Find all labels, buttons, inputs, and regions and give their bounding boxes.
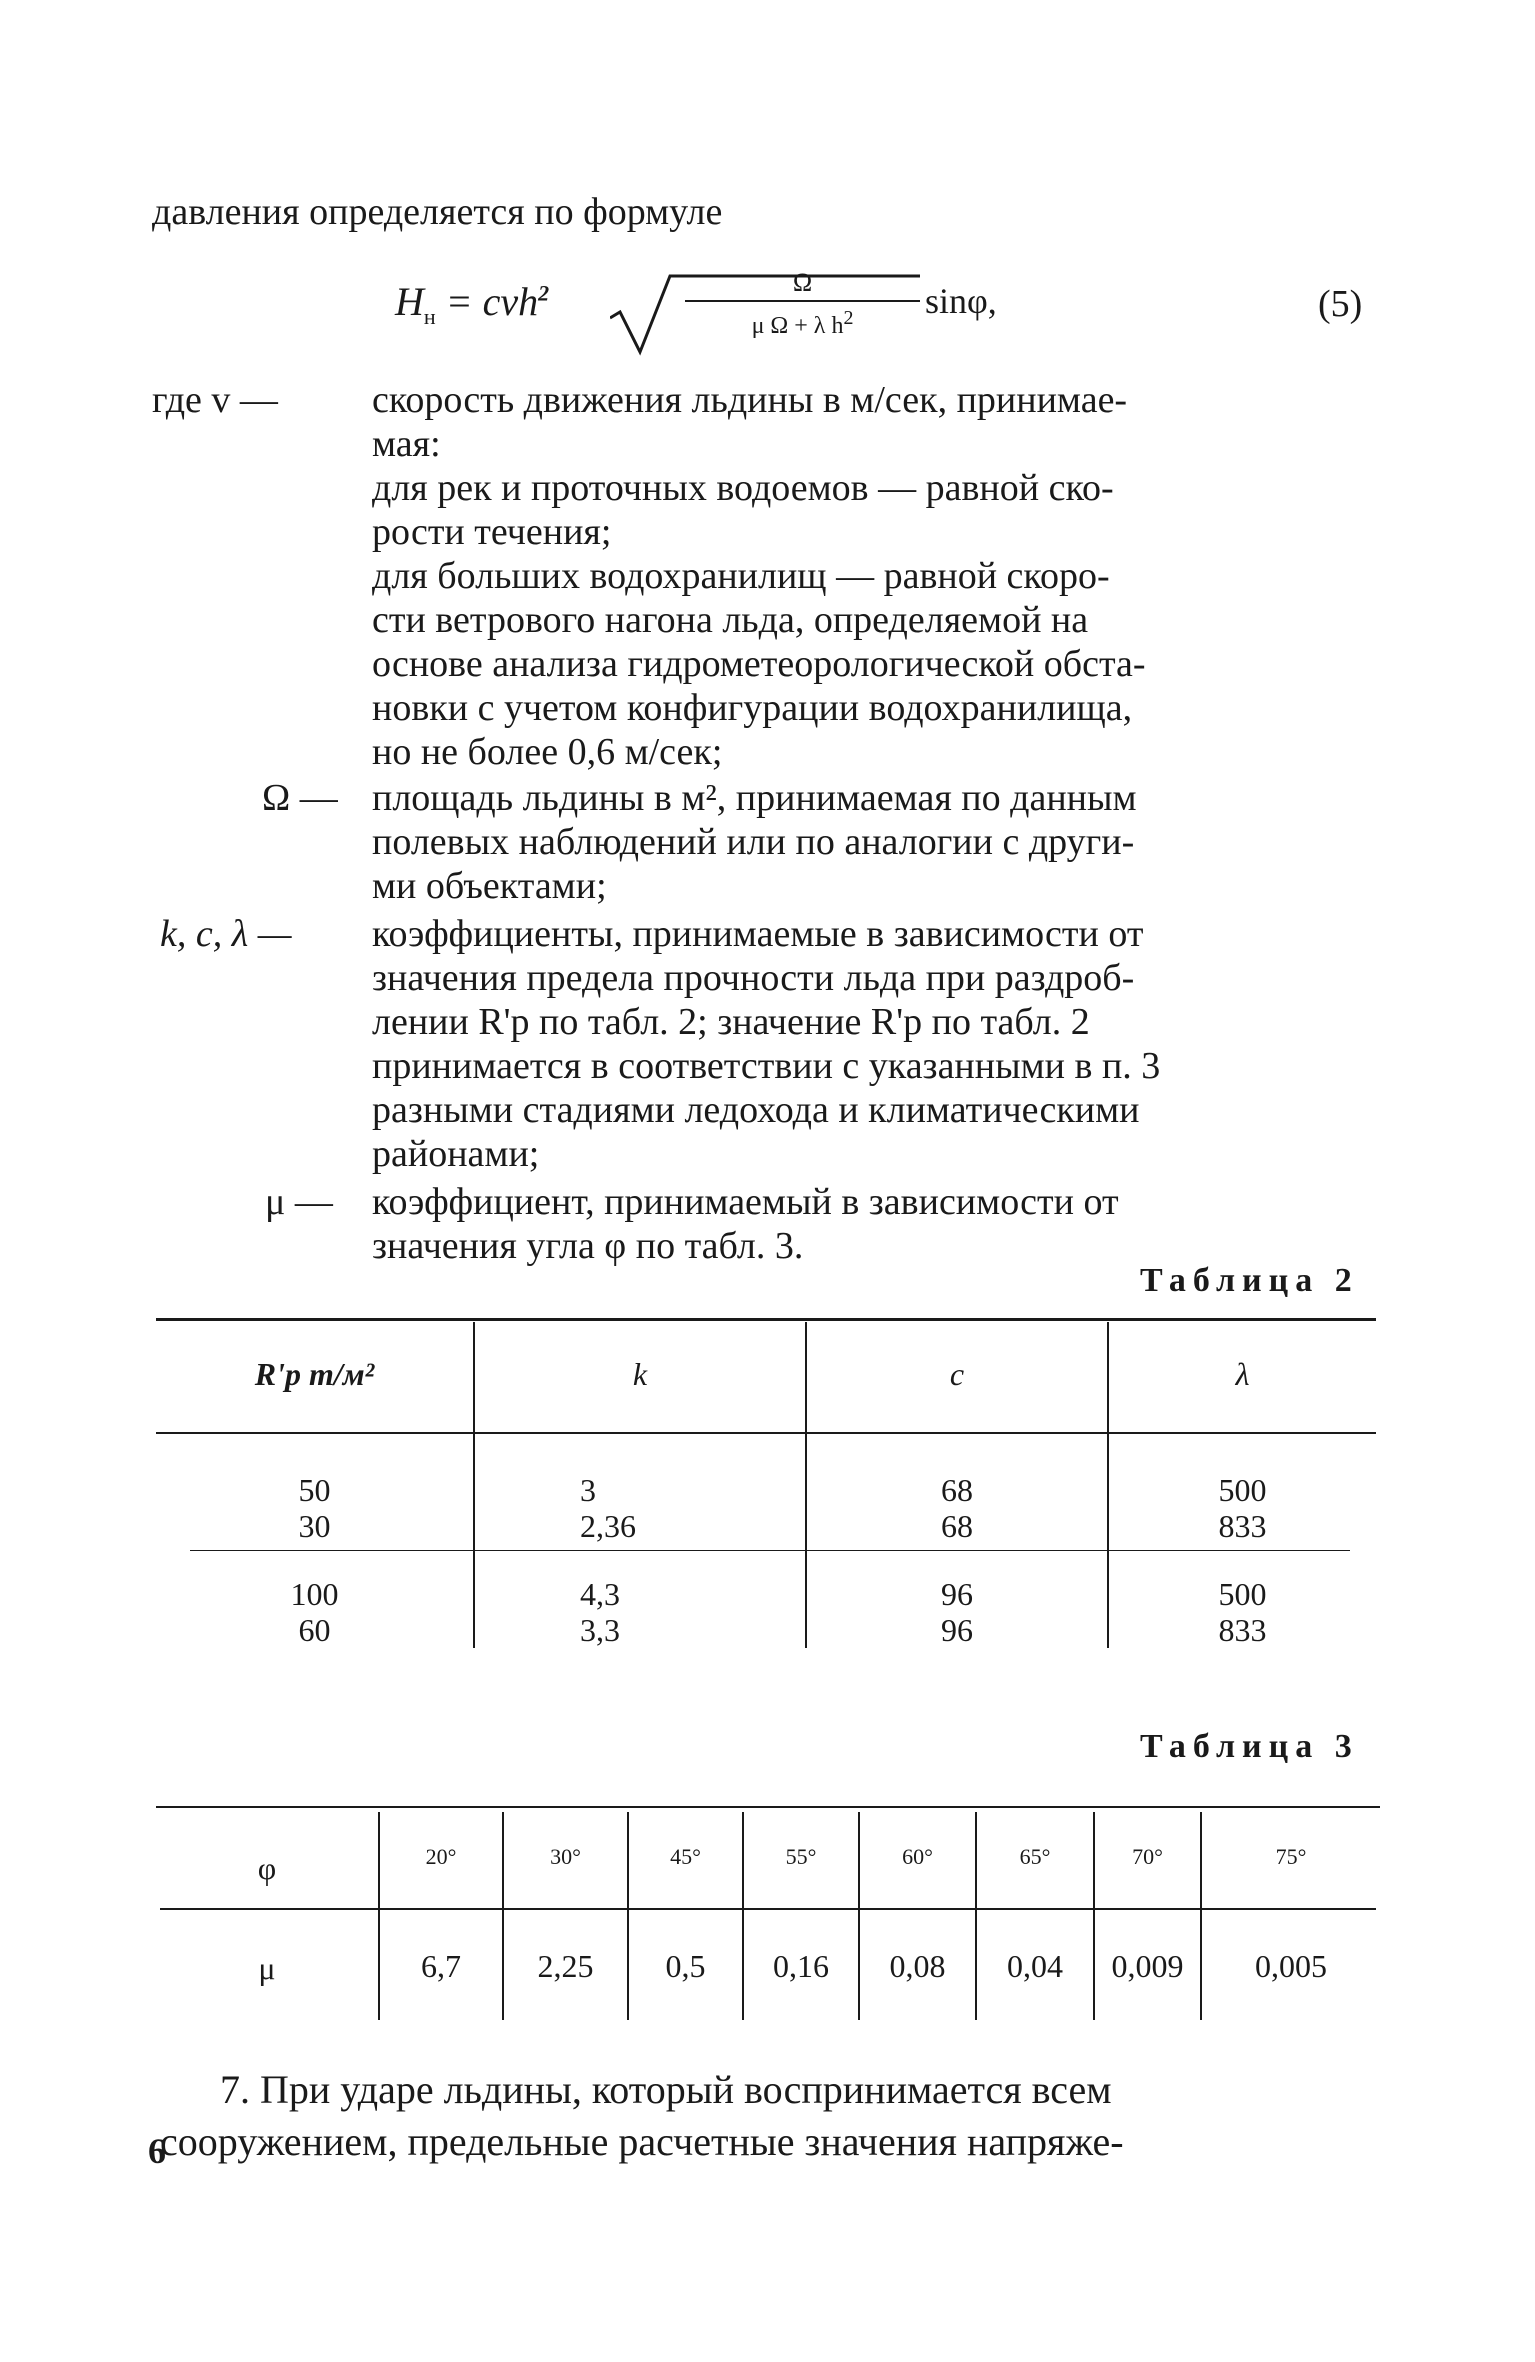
paragraph-line: сооружением, предельные расчетные значения напряже- — [160, 2119, 1124, 2164]
table3-angle: 30° — [550, 1844, 581, 1869]
definition-line: для рек и проточных водоемов — равной ско- — [372, 467, 1114, 509]
formula-den-text: μ Ω + λ h — [751, 313, 844, 339]
table-cell: 50 — [298, 1472, 331, 1508]
definition-mu — [372, 1180, 1377, 1268]
definition-line: ми объектами; — [372, 865, 607, 907]
formula-fraction — [685, 268, 920, 340]
table-cell: 833 — [1218, 1612, 1267, 1648]
formula-eq: = cvh — [435, 279, 539, 324]
definition-line: сти ветрового нагона льда, определяемой на — [372, 599, 1089, 641]
paragraph-7 — [160, 2064, 1380, 2168]
table3-angle: 65° — [1019, 1844, 1051, 1869]
table3-angle: 60° — [902, 1844, 933, 1869]
table3-angle: 45° — [670, 1844, 701, 1869]
table3-value: 0,5 — [665, 1948, 706, 1984]
table3-value: 0,009 — [1111, 1948, 1184, 1984]
table-cell: 500 — [1218, 1576, 1267, 1612]
fraction-bar — [685, 300, 920, 302]
table-cell: 68 — [941, 1472, 973, 1508]
table2-header-c: c — [949, 1356, 965, 1392]
page-number: 6 — [148, 2131, 166, 2171]
table-cell: 4,3 — [580, 1576, 620, 1612]
formula-h-subscript: н — [423, 304, 436, 329]
equation-number: (5) — [1318, 283, 1363, 325]
table2-header-lambda: λ — [1235, 1356, 1250, 1392]
formula-denominator — [685, 304, 920, 340]
table-cell: 2,36 — [580, 1508, 636, 1544]
table2-caption: Таблица 2 — [1140, 1262, 1359, 1299]
table2-header-r: R'р т/м² — [254, 1356, 375, 1392]
table-cell: 96 — [941, 1576, 973, 1612]
definition-line: значения предела прочности льда при раздроб- — [372, 957, 1135, 999]
paragraph-line: 7. При ударе льдины, который воспринимается всем — [220, 2067, 1112, 2112]
table3-value: 0,08 — [889, 1948, 946, 1984]
term-kcl: k, c, λ — — [160, 913, 292, 955]
definition-line: основе анализа гидрометеорологической обста- — [372, 643, 1146, 685]
formula-h-sup: 2 — [538, 280, 550, 306]
definition-line: скорость движения льдины в м/сек, принимае- — [372, 379, 1128, 421]
definition-line: значения угла φ по табл. 3. — [372, 1225, 804, 1267]
formula-sin: sinφ, — [925, 281, 997, 321]
table-cell: 60 — [298, 1612, 331, 1648]
table-rule — [156, 1432, 1376, 1434]
formula-h: H — [395, 279, 424, 324]
table-cell: 68 — [941, 1508, 973, 1544]
definition-line: но не более 0,6 м/сек; — [372, 731, 723, 773]
table-cell: 100 — [290, 1576, 339, 1612]
definition-line: принимается в соответствии с указанными в п. 3 — [372, 1045, 1161, 1087]
table3-value: 0,005 — [1255, 1948, 1327, 1984]
definition-line: коэффициент, принимаемый в зависимости от — [372, 1181, 1119, 1223]
table-cell: 96 — [941, 1612, 973, 1648]
table-rule — [160, 1908, 1376, 1910]
table-cell: 833 — [1218, 1508, 1267, 1544]
definition-line: площадь льдины в м², принимаемая по данным — [372, 777, 1137, 819]
definition-line: коэффициенты, принимаемые в зависимости от — [372, 913, 1144, 955]
definition-line: полевых наблюдений или по аналогии с други- — [372, 821, 1135, 863]
table-cell: 30 — [298, 1508, 331, 1544]
table3-angle: 55° — [785, 1844, 817, 1869]
definition-omega — [372, 776, 1377, 908]
table3-caption: Таблица 3 — [1140, 1728, 1359, 1765]
table3-label-angle: φ — [257, 1850, 277, 1886]
table3-value: 2,25 — [537, 1948, 594, 1984]
definition-line: районами; — [372, 1133, 540, 1175]
table3-angle: 75° — [1275, 1844, 1307, 1869]
formula-lhs — [395, 278, 549, 330]
definition-line: мая: — [372, 423, 441, 465]
table3-value: 0,04 — [1007, 1948, 1063, 1984]
term-mu: μ — — [265, 1181, 333, 1223]
table2-header-k: k — [632, 1356, 648, 1392]
table-cell: 3,3 — [580, 1612, 620, 1648]
table-rule — [190, 1550, 1350, 1551]
definition-line: новки с учетом конфигурации водохранилища, — [372, 687, 1133, 729]
definition-line: рости течения; — [372, 511, 612, 553]
table3-value: 6,7 — [421, 1948, 461, 1984]
formula-den-sup: 2 — [843, 307, 854, 329]
definition-kcl — [372, 912, 1377, 1176]
definition-v — [372, 378, 1377, 774]
formula-numerator: Ω — [792, 268, 813, 297]
definition-line: для больших водохранилищ — равной скоро- — [372, 555, 1110, 597]
table-rule — [156, 1318, 1376, 1321]
table-cell: 3 — [580, 1472, 596, 1508]
term-v: где v — — [152, 379, 278, 421]
formula-5 — [395, 268, 1015, 358]
table3-angle: 70° — [1132, 1844, 1163, 1869]
table3-label-mu: μ — [258, 1950, 276, 1986]
definition-line: разными стадиями ледохода и климатическими — [372, 1089, 1140, 1131]
table3-angle: 20° — [425, 1844, 457, 1869]
table-cell: 500 — [1218, 1472, 1267, 1508]
term-omega: Ω — — [262, 777, 338, 819]
definition-line: лении R'р по табл. 2; значение R'р по табл. 2 — [372, 1001, 1090, 1043]
table-rule — [156, 1806, 1380, 1808]
intro-text: давления определяется по формуле — [152, 191, 723, 233]
table3-value: 0,16 — [773, 1948, 829, 1984]
